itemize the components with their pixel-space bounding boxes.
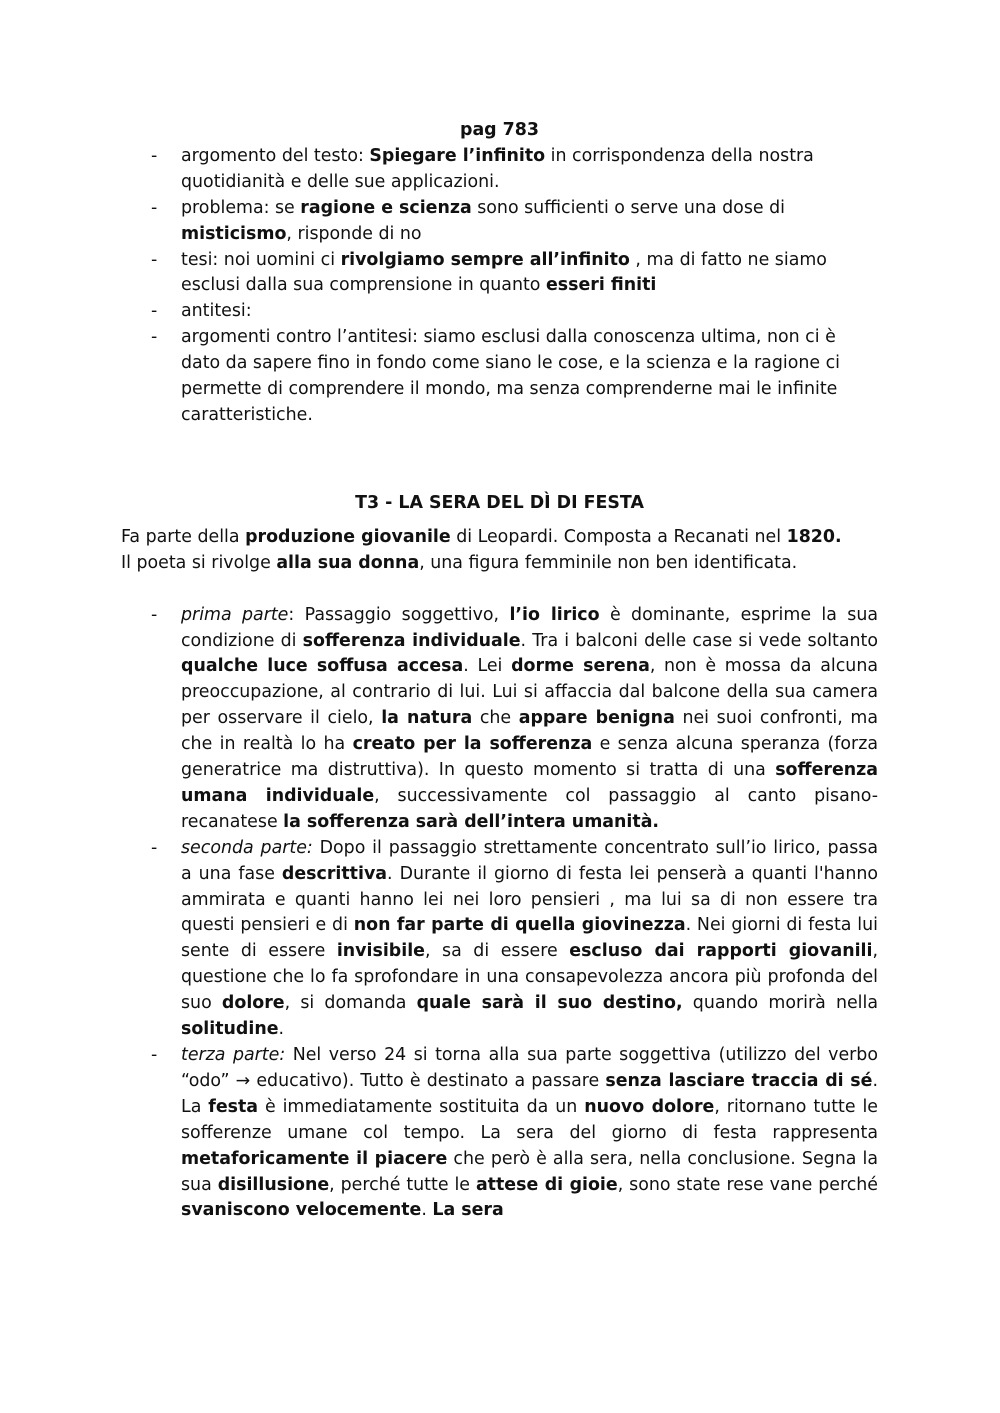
text-run: di Leopardi. Composta a Recanati nel <box>450 526 787 547</box>
text-run: in corrispondenza della nostra quotidianità e delle sue applicazioni. <box>181 145 814 192</box>
text-run: , risponde di no <box>286 223 422 244</box>
intro-paragraph <box>121 525 878 551</box>
bold-text: quale sarà il suo destino, <box>416 993 683 1014</box>
text-run: argomenti contro l’antitesi: siamo esclusi dalla conoscenza ultima, non ci è dato da sapere fino in fondo come siano le cose, e la scienza e la ragione ci permette di comprendere il mondo, ma senza comprenderne mai le infinite caratteristiche. <box>181 327 840 425</box>
text-run: . La <box>181 1070 878 1117</box>
bold-text: qualche luce soffusa accesa <box>181 656 464 677</box>
list-item <box>121 248 878 300</box>
text-run: nei suoi confronti, ma che in realtà lo ha <box>181 708 879 755</box>
bold-text: festa <box>208 1096 259 1117</box>
bold-text: attese di gioie <box>475 1174 618 1195</box>
italic-text: prima parte <box>181 604 289 625</box>
text-run: . Durante il giorno di festa lei penserà a quanti l'hanno ammirata e quanti hanno lei nei loro pensieri , ma lui sa di non essere tra questi pensieri e di <box>181 863 879 936</box>
intro-paragraph <box>121 551 878 577</box>
text-run: è immediatamente sostituita da un <box>258 1096 585 1117</box>
bold-text: sofferenza umana individuale <box>181 760 878 806</box>
list-item <box>121 196 878 248</box>
text-run: che però è alla sera, nella conclusione. Segna la sua <box>181 1148 879 1195</box>
bold-text: sofferenza individuale <box>302 630 521 651</box>
bold-text: 1820. <box>786 526 842 547</box>
text-run: , sa di essere <box>424 941 570 962</box>
bold-text: Spiegare l’infinito <box>369 145 546 166</box>
text-run: argomento del testo: <box>181 145 370 166</box>
bold-text: non far parte di quella giovinezza <box>353 915 686 936</box>
text-run: : Passaggio soggettivo, <box>288 604 510 625</box>
text-run: tesi: noi uomini ci <box>181 249 341 270</box>
bold-text: escluso dai rapporti giovanili <box>569 941 873 962</box>
bold-text: ragione e scienza <box>300 197 472 218</box>
section-title: T3 - LA SERA DEL DÌ DI FESTA <box>355 492 644 513</box>
text-run: , successivamente col passaggio al canto pisano-recanatese <box>181 785 878 832</box>
text-run: quando morirà nella <box>682 993 878 1014</box>
text-run: , una figura femminile non ben identificata. <box>419 552 798 573</box>
list-item <box>121 144 878 196</box>
text-run: , sono state rese vane perché <box>617 1174 878 1195</box>
bold-text: produzione giovanile <box>245 526 451 547</box>
bold-text: solitudine <box>181 1019 279 1040</box>
list-item <box>121 299 878 325</box>
text-run: Dopo il passaggio strettamente concentrato sull’io lirico, passa a una fase <box>181 837 879 884</box>
text-run: , ma di fatto ne siamo esclusi dalla sua comprensione in quanto <box>181 249 827 296</box>
text-run: che <box>472 708 519 729</box>
text-run: . <box>278 1019 285 1040</box>
bold-text: disillusione <box>217 1174 330 1195</box>
analysis-list <box>121 603 878 1225</box>
text-run: , si domanda <box>284 993 417 1014</box>
bold-text: nuovo dolore <box>584 1096 715 1117</box>
bold-text: misticismo <box>181 223 287 244</box>
text-run: sono sufficienti o serve una dose di <box>471 197 785 218</box>
bold-text: la sofferenza sarà dell’intera umanità. <box>283 811 660 832</box>
bold-text: l’io lirico <box>509 604 600 625</box>
bold-text: senza lasciare traccia di sé <box>605 1070 873 1091</box>
list-item <box>121 603 878 836</box>
list-item <box>121 1043 878 1224</box>
bold-text: alla sua donna <box>276 552 420 573</box>
text-run: , perché tutte le <box>329 1174 476 1195</box>
argument-list <box>121 144 878 429</box>
italic-text: seconda parte: <box>181 837 313 858</box>
bold-text: descrittiva <box>281 863 388 884</box>
text-run: Il poeta si rivolge <box>121 552 277 573</box>
text-run: . Nei giorni di festa lui sente di essere <box>181 915 878 962</box>
bold-text: la natura <box>381 708 473 729</box>
text-run: , questione che lo fa sprofondare in una consapevolezza ancora più profonda del suo <box>181 941 878 1014</box>
text-run: Fa parte della <box>121 526 246 547</box>
text-run: Nel verso 24 si torna alla sua parte soggettiva (utilizzo del verbo “odo” → educativo). Tutto è destinato a passare <box>181 1045 878 1091</box>
page-heading: pag 783 <box>460 120 539 140</box>
text-run: e senza alcuna speranza (forza generatrice ma distruttiva). In questo momento si tratta di una <box>181 734 878 781</box>
bold-text: metaforicamente il piacere <box>181 1148 448 1169</box>
bold-text: creato per la sofferenza <box>352 734 593 755</box>
italic-text: terza parte: <box>181 1045 286 1065</box>
text-run: problema: se <box>181 197 301 218</box>
bold-text: appare benigna <box>518 708 675 729</box>
text-run: . Lei <box>463 656 512 677</box>
text-run: . Tra i balconi delle case si vede soltanto <box>520 630 878 651</box>
document-page <box>121 118 878 1224</box>
bold-text: dolore <box>221 993 285 1014</box>
text-run: antitesi: <box>181 301 252 322</box>
text-run: , ritornano tutte le sofferenze umane col tempo. La sera del giorno di festa rappresenta <box>181 1096 878 1143</box>
bold-text: rivolgiamo sempre all’infinito <box>340 249 630 270</box>
text-run: è dominante, esprime la sua condizione di <box>181 604 879 651</box>
bold-text: La sera <box>432 1200 504 1221</box>
bold-text: svaniscono velocemente <box>181 1200 422 1221</box>
text-run: . <box>421 1200 433 1221</box>
text-run: , non è mossa da alcuna preoccupazione, al contrario di lui. Lui si affaccia dal balcone della sua camera per osservare il cielo, <box>181 656 879 729</box>
bold-text: invisibile <box>336 941 425 962</box>
bold-text: dorme serena <box>511 656 650 677</box>
list-item <box>121 325 878 429</box>
list-item <box>121 836 878 1043</box>
bold-text: esseri finiti <box>545 275 657 296</box>
